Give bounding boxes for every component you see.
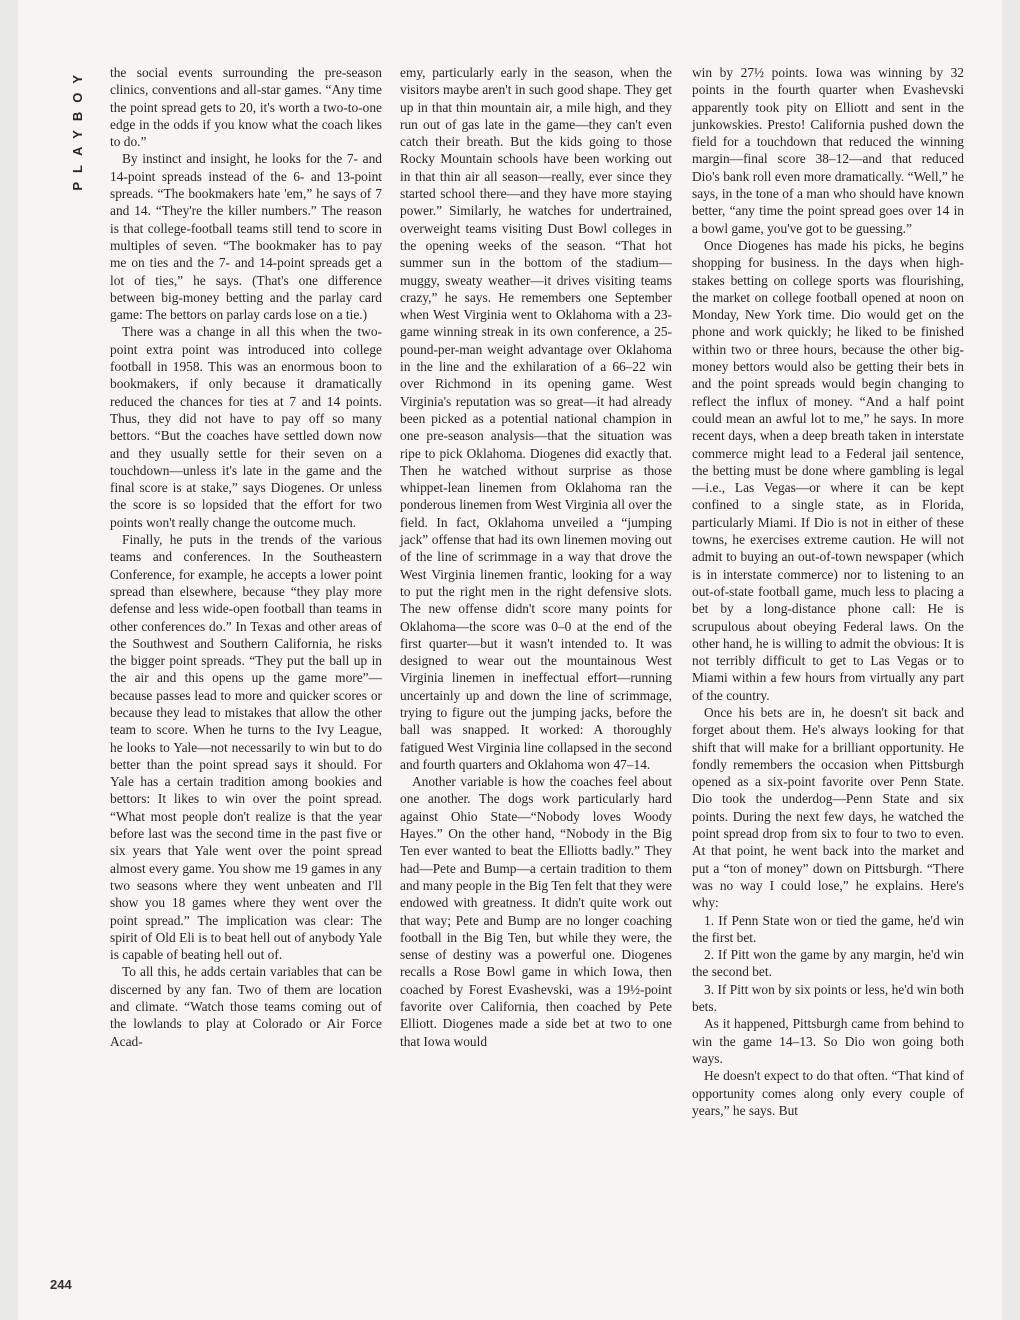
- paragraph: By instinct and insight, he looks for the 7- and 14-point spreads instead of the 6- and 13-point spreads. “The bookmakers hate 'em,” he says of 7 and 14. “They're the killer numbers.” The reason is that college-football teams still tend to score in multiples of seven. “The bookmaker has to pay me on ties and the 7- and 14-point spreads get a lot of ties,” he says. (That's one difference between big-money betting and the parlay card game: The bettors on parlay cards lose on a tie.): [110, 151, 382, 323]
- paragraph: Finally, he puts in the trends of the various teams and conferences. In the Southeastern Conference, for example, he accepts a lower point spread than elsewhere, because “they play more defense and less wide-open football than teams in other conferences do.” In Texas and other areas of the Southwest and Southern California, he risks the bigger point spreads. “They put the ball up in the air and this opens up the game more”—because passes lead to more and quicker scores or because they lead to mistakes that allow the other team to score. When he turns to the Ivy League, he looks to Yale—not necessarily to win but to do better than the point spread says it should. For Yale has a certain tradition among bookies and bettors: It likes to win over the point spread. “What most people don't realize is that the year before last was the second time in the past five or six years that Yale went over the point spread almost every game. You show me 19 games in any two seasons where they went unbeaten and I'll show you 18 games where they went over the point spread.” The implication was clear: The spirit of Old Eli is to beat hell out of anybody Yale is capable of beating hell out of.: [110, 532, 382, 963]
- list-item: 3. If Pitt won by six points or less, he'd win both bets.: [692, 981, 964, 1015]
- page-number: 244: [50, 1277, 72, 1292]
- paragraph: There was a change in all this when the two-point extra point was introduced into college football in 1958. This was an enormous boon to bookmakers, if only because it dramatically reduced the chances for ties at 7 and 14 points. Thus, they did not have to pay off so many bettors. “But the coaches have settled down now and they usually settle for their seven on a touchdown—unless it's late in the game and the final score is at stake,” says Diogenes. Or unless the score is so lopsided that the effort for two points won't really change the outcome much.: [110, 324, 382, 530]
- paragraph: To all this, he adds certain variables that can be discerned by any fan. Two of them are location and climate. “Watch those teams coming out of the lowlands to play at Colorado or Air Force Acad-: [110, 964, 382, 1049]
- text-column-2: [400, 64, 672, 1050]
- paragraph: emy, particularly early in the season, when the visitors maybe aren't in such good shape. They get up in that thin mountain air, a mile high, and they run out of gas late in the game—they can't even catch their breath. But the kids going to those Rocky Mountain schools have been working out in that thin air all season—really, ever since they started school there—and they have more staying power.” Similarly, he watches for undertrained, overweight teams visiting Dust Bowl colleges in the opening weeks of the season. “That hot summer sun in the bottom of the stadium—muggy, sweaty weather—it drives visiting teams crazy,” he says. He remembers one September when West Virginia went to Oklahoma with a 23-game winning streak in its own conference, a 25-pound-per-man weight advantage over Oklahoma in the line and the exhilaration of a 66–22 win over Richmond in its opening game. West Virginia's reputation was so great—it had already been picked as a potential national champion in one pre-season analysis—that the situation was ripe to pick Oklahoma. Diogenes did exactly that. Then he watched without surprise as those whippet-lean linemen from Oklahoma ran the ponderous linemen from West Virginia all over the field. In fact, Oklahoma unveiled a “jumping jack” offense that had its own linemen moving out of the line of scrimmage in a way that drove the West Virginia linemen frantic, looking for a way to put the right men in the right defensive slots. The new offense didn't score many points for Oklahoma—the score was 0–0 at the end of the first quarter—but it wasn't intended to. It was designed to wear out the mountainous West Virginia linemen in ineffectual effort—running uncertainly up and down the line of scrimmage, trying to figure out the jumping jacks, before the ball was snapped. It worked: A thoroughly fatigued West Virginia line collapsed in the second and fourth quarters and Oklahoma won 47–14.: [400, 65, 672, 772]
- text-column-1: [110, 64, 382, 1050]
- paragraph: Once Diogenes has made his picks, he begins shopping for business. In the days when high-stakes betting on college sports was flourishing, the market on college football opened at noon on Monday, New York time. Dio would get on the phone and work quickly; he liked to be finished within two or three hours, because the other big-money bettors would also be getting their bets in and the point spreads would begin changing to reflect the influx of money. “And a half point could mean an awful lot to me,” he says. In more recent days, when a deep breath taken in interstate commerce might lead to a Federal jail sentence, the betting must be done where gambling is legal—i.e., Las Vegas—or where it can be kept confined to a single state, as in Florida, particularly Miami. If Dio is not in either of these towns, he exercises extreme caution. He will not admit to buying an out-of-town newspaper (which is in interstate commerce) nor to listening to an out-of-state football game, much less to placing a bet by a long-distance phone call: He is scrupulous about obeying Federal laws. On the other hand, he is willing to admit the obvious: It is not terribly difficult to get to Las Vegas or to Miami within a few hours from virtually any part of the country.: [692, 237, 964, 703]
- list-item: 2. If Pitt won the game by any margin, he'd win the second bet.: [692, 947, 964, 980]
- paragraph: Once his bets are in, he doesn't sit back and forget about them. He's always looking for that shift that will make for a brilliant opportunity. He fondly remembers the occasion when Pittsburgh opened as a six-point favorite over Penn State. Dio took the underdog—Penn State and six points. During the next few days, he watched the point spread drop from six to four to two to even. At that point, he went back into the market and put a “ton of money” down on Pittsburgh. “There was no way I could lose,” he explains. Here's why:: [692, 704, 964, 911]
- paragraph: win by 27½ points. Iowa was winning by 32 points in the fourth quarter when Evashevski apparently took pity on Elliott and sent in the junkowskies. Presto! California pushed down the field for a touchdown that reduced the winning margin—final score 38–12—and that reduced Dio's bank roll even more dramatically. “Well,” he says, in the tone of a man who should have known better, “any time the point spread goes over 14 in a bowl game, you've got to be guessing.”: [692, 65, 964, 236]
- paragraph: the social events surrounding the pre-season clinics, conventions and all-star games. “Any time the point spread gets to 20, it's worth a two-to-one edge in the odds if you know what the coach likes to do.”: [110, 65, 382, 150]
- paragraph: He doesn't expect to do that often. “That kind of opportunity comes along only every couple of years,” he says. But: [692, 1068, 964, 1118]
- paragraph: Another variable is how the coaches feel about one another. The dogs work particularly hard against Ohio State—“Nobody loves Woody Hayes.” On the other hand, “Nobody in the Big Ten ever wanted to beat the Elliotts badly.” They had—Pete and Bump—a certain tradition to them and many people in the Big Ten felt that they were endowed with greatness. It didn't quite work out that way; Pete and Bump are no longer coaching football in the Big Ten, but while they were, the sense of destiny was a powerful one. Diogenes recalls a Rose Bowl game in which Iowa, then coached by Forest Evashevski, was a 19½-point favorite over California, then coached by Pete Elliott. Diogenes made a side bet at two to one that Iowa would: [400, 774, 672, 1049]
- text-column-3: [692, 64, 964, 1119]
- paragraph: As it happened, Pittsburgh came from behind to win the game 14–13. So Dio won going both ways.: [692, 1016, 964, 1066]
- magazine-page: [18, 0, 1002, 1320]
- list-item: 1. If Penn State won or tied the game, he'd win the first bet.: [692, 912, 964, 945]
- magazine-name: PLAYBOY: [70, 66, 85, 191]
